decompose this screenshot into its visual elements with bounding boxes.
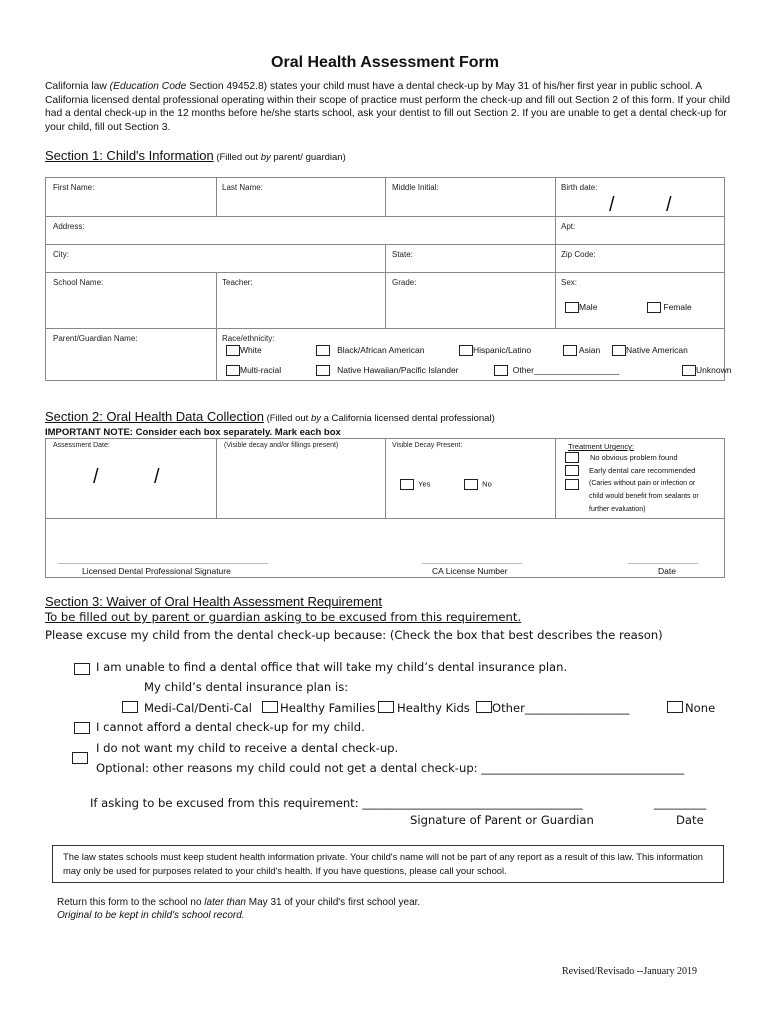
revision-date: Revised/Revisado --January 2019 bbox=[562, 966, 697, 977]
option-label: Multi-racial bbox=[240, 365, 282, 375]
race-label: Race/ethnicity: bbox=[222, 334, 275, 343]
first-name-field[interactable]: First Name: bbox=[53, 183, 95, 192]
section1-sub: (Filled out bbox=[213, 152, 261, 163]
return-text: Return this form to the school no bbox=[57, 897, 205, 908]
school-name-field[interactable]: School Name: bbox=[53, 278, 104, 287]
option-label: Male bbox=[579, 302, 598, 312]
form-title: Oral Health Assessment Form bbox=[271, 54, 499, 71]
dental-signature-label: Licensed Dental Professional Signature bbox=[82, 566, 231, 576]
teacher-field[interactable]: Teacher: bbox=[222, 278, 253, 287]
race-white-option[interactable] bbox=[226, 345, 262, 356]
assessment-date-field[interactable]: Assessment Date: bbox=[53, 442, 110, 449]
middle-initial-field[interactable]: Middle Initial: bbox=[392, 183, 439, 192]
section2-sub: (Filled out bbox=[263, 413, 311, 424]
option-label: Female bbox=[663, 302, 692, 312]
important-note: IMPORTANT NOTE: Consider each box separately. Mark each box bbox=[45, 427, 341, 438]
return-text-emph: later than bbox=[204, 897, 246, 908]
checkbox[interactable] bbox=[226, 365, 240, 376]
urgency-title: Treatment Urgency: bbox=[568, 442, 634, 451]
parent-name-field[interactable]: Parent/Guardian Name: bbox=[53, 334, 138, 343]
divider bbox=[385, 244, 386, 328]
sex-male-option[interactable] bbox=[565, 302, 597, 313]
section1-heading bbox=[45, 148, 346, 163]
section3-line1: To be filled out by parent or guardian asking to be excused from this requirement. bbox=[45, 610, 522, 624]
date-separator: / bbox=[93, 466, 99, 488]
last-name-field[interactable]: Last Name: bbox=[222, 183, 263, 192]
race-black-option[interactable] bbox=[316, 345, 425, 356]
return-instructions bbox=[57, 896, 420, 922]
divider bbox=[45, 518, 725, 519]
reason2-checkbox[interactable] bbox=[74, 722, 90, 734]
race-unknown-option[interactable] bbox=[682, 365, 731, 376]
signature-line[interactable] bbox=[58, 563, 268, 564]
excused-date-field[interactable]: _________ bbox=[654, 796, 707, 810]
intro-text: California law bbox=[45, 81, 110, 92]
parent-date-label: Date bbox=[676, 813, 704, 827]
checkbox[interactable] bbox=[612, 345, 626, 356]
divider bbox=[555, 438, 556, 518]
divider bbox=[216, 438, 217, 518]
plan-healthy-kids-label: Healthy Kids bbox=[397, 701, 470, 715]
option-label: Native American bbox=[626, 345, 688, 355]
plan-is-label: My child’s dental insurance plan is: bbox=[144, 680, 349, 694]
visible-decay-label: Visible Decay Present: bbox=[392, 442, 463, 449]
divider bbox=[216, 177, 217, 216]
section3-line2: Please excuse my child from the dental check-up because: (Check the box that best describes the reason) bbox=[45, 628, 663, 642]
section2-sub-by: by bbox=[310, 413, 321, 424]
visible-decay-fillings-field[interactable]: (Visible decay and/or fillings present) bbox=[224, 442, 339, 449]
section1-title: Section 1: Child's Information bbox=[45, 148, 214, 163]
divider bbox=[555, 177, 556, 328]
intro-paragraph bbox=[45, 80, 735, 134]
section2-sub-b: a California licensed dental professional) bbox=[321, 413, 495, 424]
plan-medi-cal-label: Medi-Cal/Denti-Cal bbox=[144, 701, 253, 715]
section1-sub-b: parent/ guardian) bbox=[270, 152, 346, 163]
checkbox[interactable] bbox=[565, 302, 579, 313]
zip-field[interactable]: Zip Code: bbox=[561, 250, 596, 259]
race-multi-option[interactable] bbox=[226, 365, 281, 376]
state-field[interactable]: State: bbox=[392, 250, 413, 259]
plan-healthy-kids-checkbox[interactable] bbox=[378, 701, 394, 713]
intro-law-code: (Education Code bbox=[109, 81, 187, 92]
plan-healthy-families-checkbox[interactable] bbox=[262, 701, 278, 713]
date-separator: / bbox=[609, 194, 615, 216]
urgency-urgent-checkbox[interactable] bbox=[565, 479, 579, 490]
plan-none-checkbox[interactable] bbox=[667, 701, 683, 713]
checkbox[interactable] bbox=[459, 345, 473, 356]
checkbox[interactable] bbox=[316, 365, 330, 376]
checkbox[interactable] bbox=[226, 345, 240, 356]
divider bbox=[385, 438, 386, 518]
race-native-american-option[interactable] bbox=[612, 345, 688, 356]
option-label: No bbox=[482, 479, 492, 489]
date-line[interactable] bbox=[628, 563, 698, 564]
plan-other-label: Other__________________ bbox=[492, 701, 630, 715]
reason1-checkbox[interactable] bbox=[74, 663, 90, 675]
divider bbox=[216, 272, 217, 381]
checkbox[interactable] bbox=[647, 302, 661, 313]
option-label: White bbox=[240, 345, 262, 355]
checkbox[interactable] bbox=[682, 365, 696, 376]
option-label: Hispanic/Latino bbox=[473, 345, 532, 355]
option-label: Yes bbox=[418, 479, 431, 489]
urgency-note: child would benefit from sealants or bbox=[589, 493, 699, 500]
section2-heading bbox=[45, 409, 495, 424]
option-label: Native Hawaiian/Pacific Islander bbox=[337, 365, 459, 375]
parent-signature-label: Signature of Parent or Guardian bbox=[410, 813, 594, 827]
race-other-option[interactable] bbox=[494, 365, 619, 376]
license-line[interactable] bbox=[422, 563, 522, 564]
race-hispanic-option[interactable] bbox=[459, 345, 531, 356]
record-note: Original to be kept in child's school record. bbox=[57, 910, 245, 921]
option-label: Black/African American bbox=[337, 345, 425, 355]
urgency-early-checkbox[interactable] bbox=[565, 465, 579, 476]
plan-other-checkbox[interactable] bbox=[476, 701, 492, 713]
section3-heading: Section 3: Waiver of Oral Health Assessment Requirement bbox=[45, 594, 382, 609]
checkbox[interactable] bbox=[316, 345, 330, 356]
option-label: Asian bbox=[578, 345, 601, 355]
checkbox[interactable] bbox=[494, 365, 508, 376]
sex-female-option[interactable] bbox=[647, 302, 692, 313]
urgency-none-label: No obvious problem found bbox=[590, 453, 678, 462]
excused-signature-field[interactable]: If asking to be excused from this requirement: ______________________________________ bbox=[90, 796, 583, 810]
date-separator: / bbox=[154, 466, 160, 488]
option-label: Unknown bbox=[696, 365, 732, 375]
plan-none-label: None bbox=[685, 701, 716, 715]
address-field[interactable]: Address: bbox=[53, 222, 85, 231]
city-field[interactable]: City: bbox=[53, 250, 69, 259]
reason3-label: I do not want my child to receive a dental check-up. bbox=[96, 741, 399, 755]
intro-text-rest: Section 49452.8) states your child must have a dental check-up by May 31 of his/her first year in public school. A California licensed dental professional operating within their scope of practice must perform the check-up and fill out Section 2 of this form. If your child had a dental check-up in the 12 months before he/she starts school, ask your dentist to fill out Section 2. If you are unable to get a dental check-up for your child, fill out Section 3. bbox=[45, 81, 731, 133]
apt-field[interactable]: Apt: bbox=[561, 222, 576, 231]
divider bbox=[45, 216, 725, 217]
divider bbox=[45, 328, 725, 329]
reason1-label: I am unable to find a dental office that will take my child’s dental insurance plan. bbox=[96, 660, 568, 674]
divider bbox=[385, 177, 386, 216]
urgency-note: (Caries without pain or infection or bbox=[589, 480, 696, 487]
race-hawaiian-option[interactable] bbox=[316, 365, 459, 376]
urgency-early-label: Early dental care recommended bbox=[589, 466, 696, 475]
decay-no-option[interactable] bbox=[464, 479, 492, 490]
plan-medi-cal-checkbox[interactable] bbox=[122, 701, 138, 713]
decay-yes-option[interactable] bbox=[400, 479, 430, 490]
sex-label: Sex: bbox=[561, 278, 578, 287]
grade-field[interactable]: Grade: bbox=[392, 278, 417, 287]
checkbox[interactable] bbox=[400, 479, 414, 490]
license-number-label: CA License Number bbox=[432, 566, 508, 576]
option-label: Other__________________ bbox=[512, 365, 620, 375]
optional-reason-field[interactable]: Optional: other reasons my child could not get a dental check-up: ___________________________________ bbox=[96, 761, 685, 775]
reason3-checkbox[interactable] bbox=[72, 752, 88, 764]
date-label: Date bbox=[658, 566, 676, 576]
race-asian-option[interactable] bbox=[563, 345, 600, 356]
urgency-note: further evaluation) bbox=[589, 506, 646, 513]
urgency-none-checkbox[interactable] bbox=[565, 452, 579, 463]
date-separator: / bbox=[666, 194, 672, 216]
checkbox[interactable] bbox=[563, 345, 577, 356]
privacy-notice: The law states schools must keep student health information private. Your child's name will not be part of any report as a result of this law. This information may only be used for purposes related to your child's health. If you have questions, please call your school. bbox=[52, 845, 724, 883]
birth-date-field[interactable]: Birth date: bbox=[561, 183, 598, 192]
checkbox[interactable] bbox=[464, 479, 478, 490]
section2-title: Section 2: Oral Health Data Collection bbox=[45, 409, 264, 424]
reason2-label: I cannot afford a dental check-up for my child. bbox=[96, 720, 365, 734]
section1-sub-by: by bbox=[260, 152, 271, 163]
plan-healthy-families-label: Healthy Families bbox=[280, 701, 376, 715]
return-text-c: May 31 of your child's first school year. bbox=[246, 897, 421, 908]
